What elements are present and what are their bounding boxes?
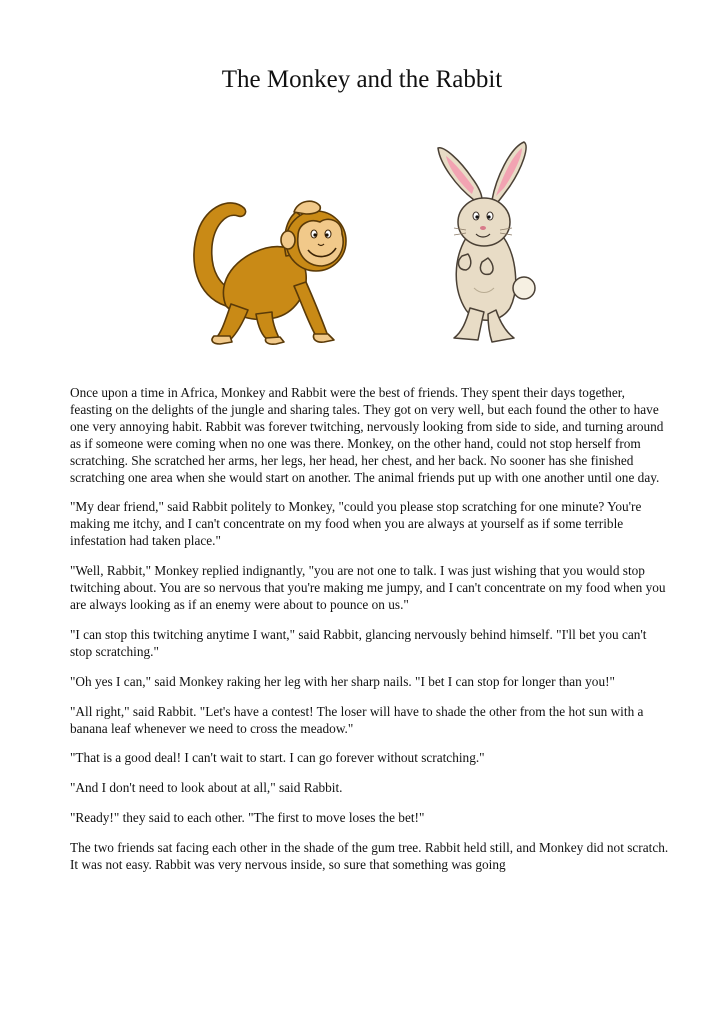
paragraph: "All right," said Rabbit. "Let's have a contest! The loser will have to shade the other from the hot sun with a banana leaf whenever we need to cross the meadow." [70, 703, 644, 736]
paragraph: "I can stop this twitching anytime I want," said Rabbit, glancing nervously behind himself. "I'll bet you can't stop scratching." [70, 626, 647, 659]
paragraph: "And I don't need to look about at all," said Rabbit. [70, 780, 343, 796]
paragraph: "My dear friend," said Rabbit politely to Monkey, "could you please stop scratching for one minute? You're making me itchy, and I can't concentrate on my food when you are always at yourself as if some terrible infestation had taken place." [70, 499, 642, 549]
rabbit-illustration [426, 138, 544, 346]
paragraph: "That is a good deal! I can't wait to start. I can go forever without scratching." [70, 750, 485, 766]
paragraph: The two friends sat facing each other in the shade of the gum tree. Rabbit held still, and Monkey did not scratch. It was not easy. Rabbit was very nervous inside, so sure that something was going [70, 840, 669, 873]
monkey-illustration [186, 186, 352, 346]
page-title: The Monkey and the Rabbit [221, 66, 503, 93]
paragraph: "Oh yes I can," said Monkey raking her leg with her sharp nails. "I bet I can stop for longer than you!" [70, 673, 615, 689]
paragraph: Once upon a time in Africa, Monkey and Rabbit were the best of friends. They spent their days together, feasting on the delights of the jungle and sharing tales. They got on very well, but each found the other to have one very annoying habit. Rabbit was forever twitching, nervously looking from side to side, and turning around as if someone were coming when no one was there. Monkey, on the other hand, could not stop herself from scratching. She scratched her arms, her legs, her head, her chest, and her back. No sooner has she finished scratching one area when she would start on another. The animal friends put up with one another until one day. [70, 385, 664, 485]
paragraph: "Ready!" they said to each other. "The first to move loses the bet!" [70, 810, 425, 826]
story-text [70, 385, 670, 887]
paragraph: "Well, Rabbit," Monkey replied indignantly, "you are not one to talk. I was just wishing that you would stop twitching about. You are so nervous that you're making me jumpy, and I can't concentrate on my food when you are always looking as if an enemy were about to pounce on us." [70, 563, 666, 612]
